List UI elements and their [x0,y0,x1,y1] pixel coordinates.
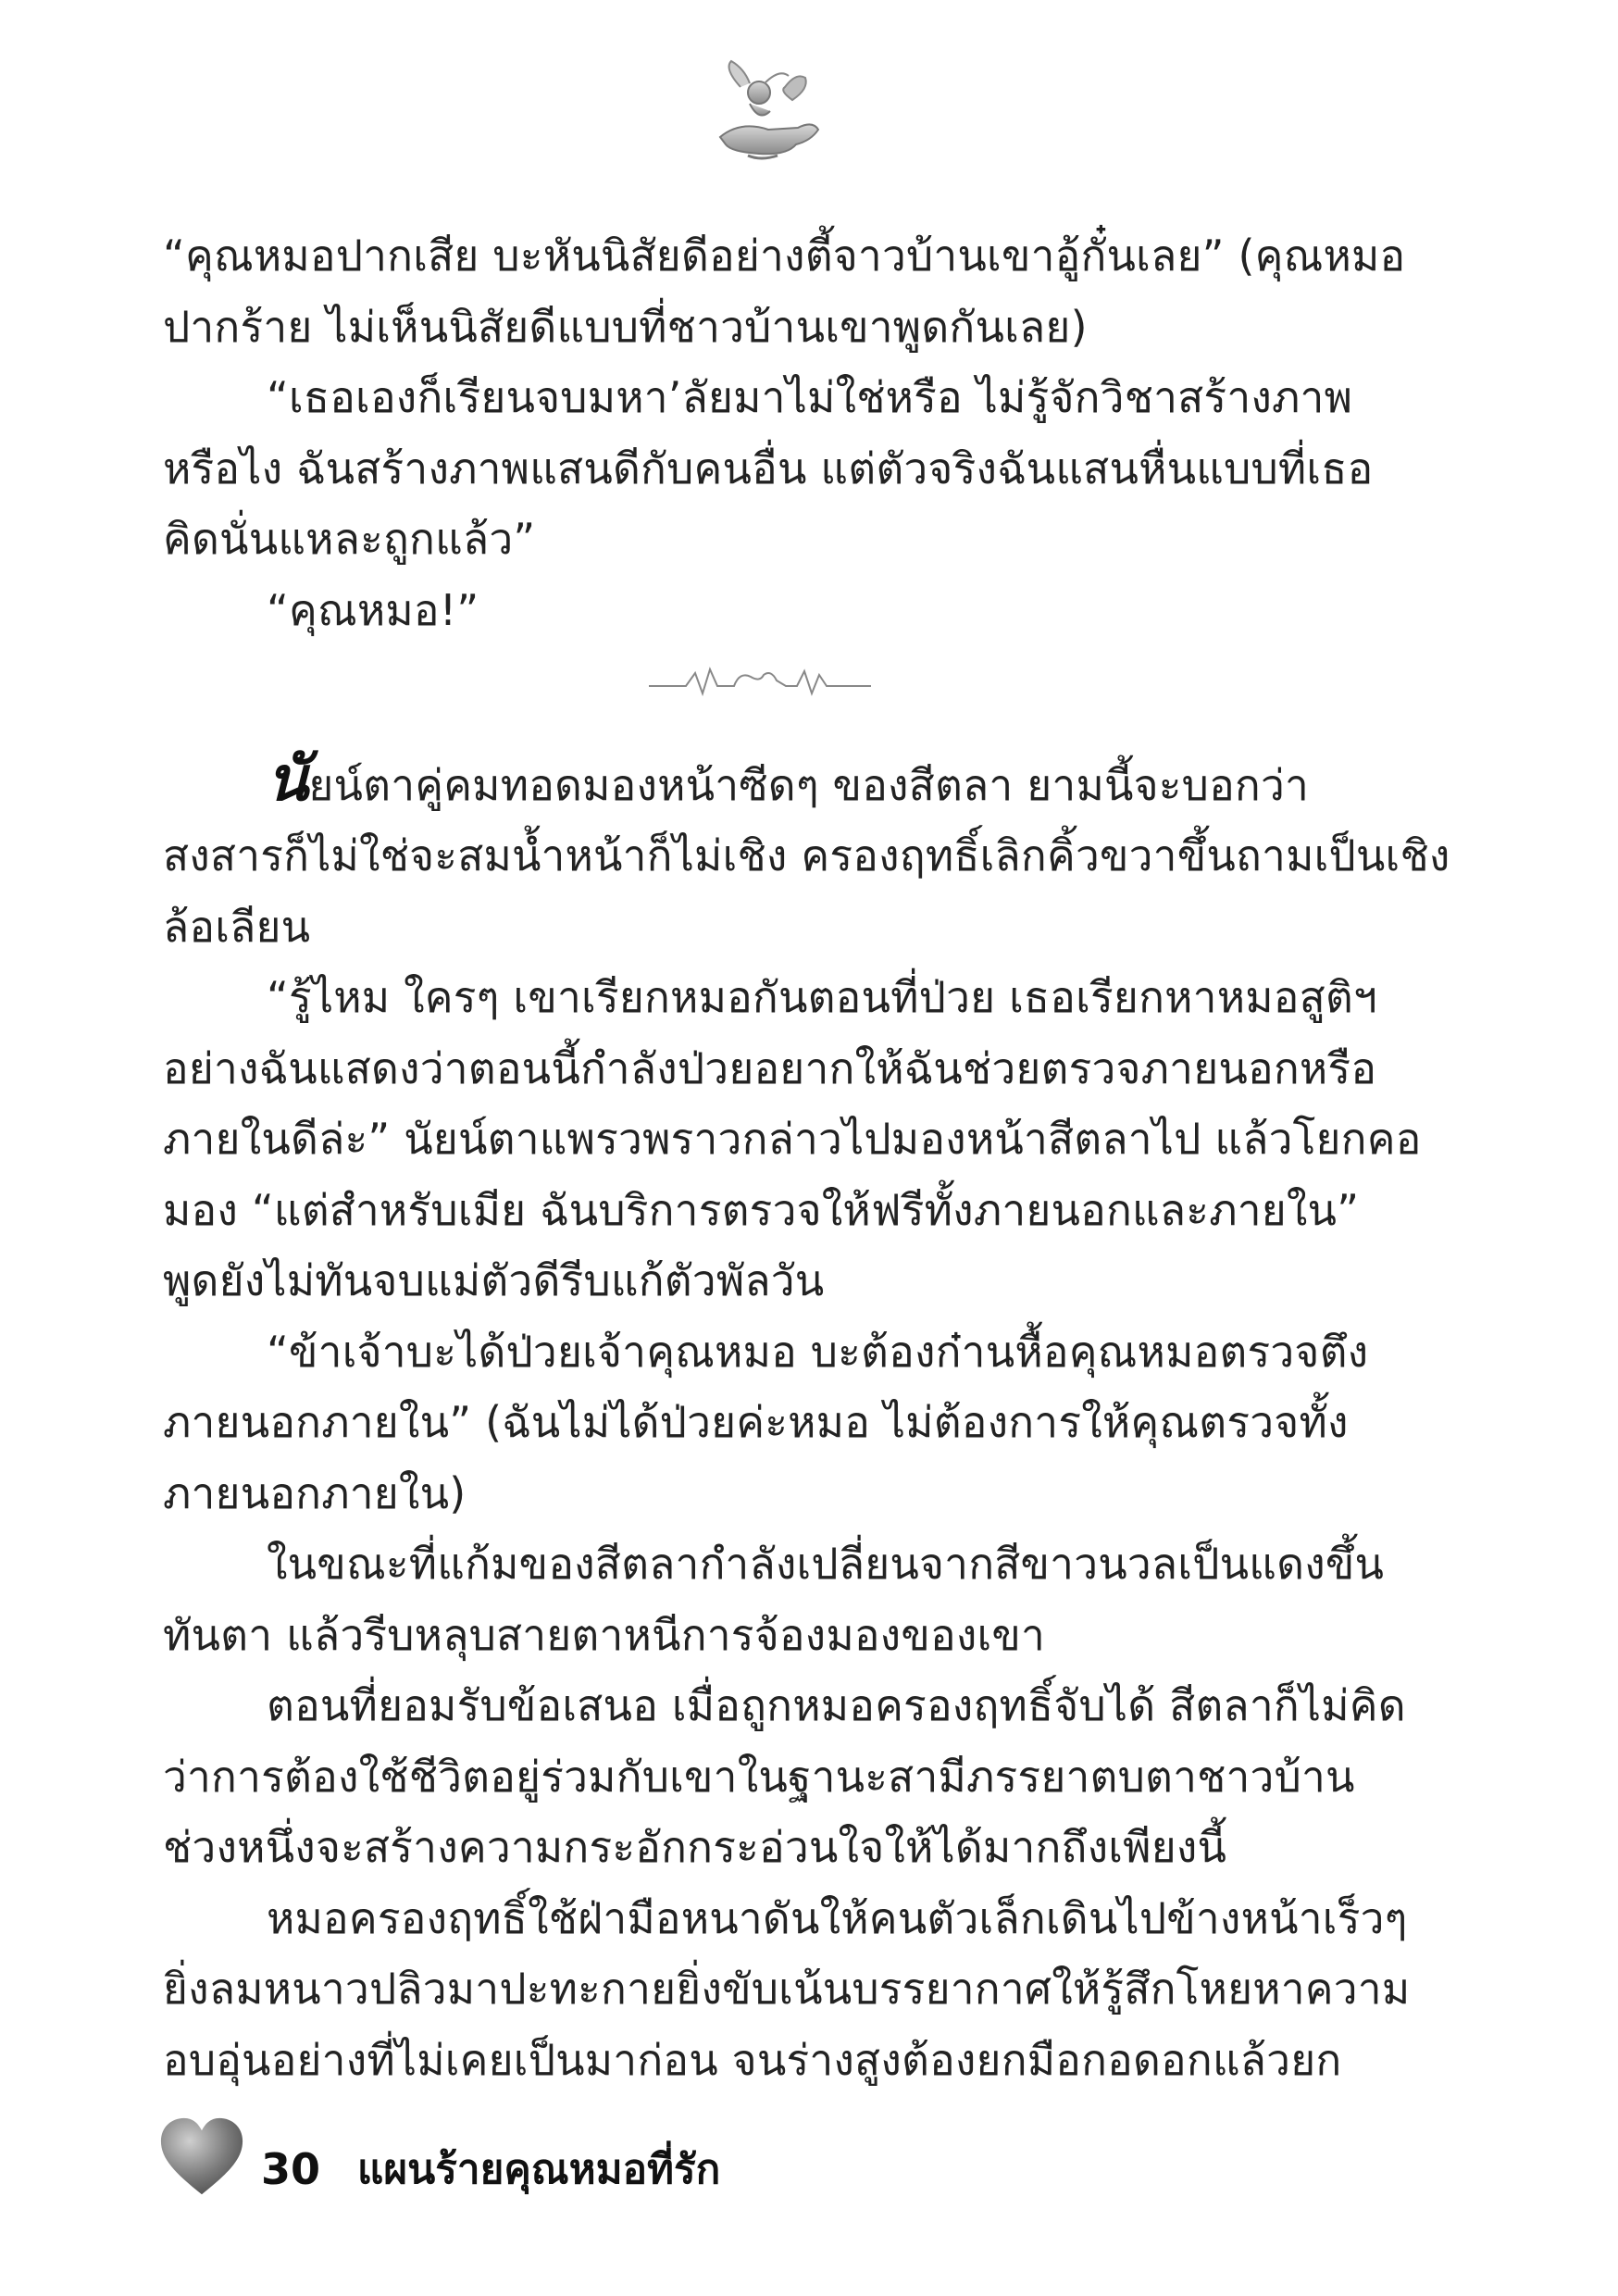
drop-cap: นั [267,742,309,815]
cupid-lamp-icon [703,56,824,167]
text-line: ในขณะที่แก้มของสีตลากำลังเปลี่ยนจากสีขาวนวลเป็นแดงขึ้น [267,1539,1385,1589]
text-line: ตอนที่ยอมรับข้อเสนอ เมื่อถูกหมอครองฤทธิ์จับได้ สีตลาก็ไม่คิด [267,1680,1406,1730]
text-line: มอง “แต่สำหรับเมีย ฉันบริการตรวจให้ฟรีทั้งภายนอกและภายใน” [163,1184,1360,1235]
text-line: อย่างฉันแสดงว่าตอนนี้กำลังป่วยอยากให้ฉันช่วยตรวจภายนอกหรือ [163,1042,1377,1093]
text-line: พูดยังไม่ทันจบแม่ตัวดีรีบแก้ตัวพัลวัน [163,1255,825,1305]
text-line: “ข้าเจ้าบะได้ป่วยเจ้าคุณหมอ บะต้องก๋านหื้อคุณหมอตรวจตึง [267,1326,1369,1377]
heart-icon [157,2115,246,2200]
paragraph [163,742,1450,963]
text-line: หมอครองฤทธิ์ใช้ฝ่ามือหนาดันให้คนตัวเล็กเดินไปข้างหน้าเร็วๆ [267,1892,1408,1943]
text-line: ยิ่งลมหนาวปลิวมาปะทะกายยิ่งขับเน้นบรรยากาศให้รู้สึกโหยหาความ [163,1964,1411,2014]
text-line: ช่วงหนึ่งจะสร้างความกระอักกระอ่วนใจให้ได้มากถึงเพียงนี้ [163,1822,1227,1872]
paragraph [163,1670,1406,1883]
paragraph [163,1883,1411,2096]
text-line: “คุณหมอ!” [267,584,479,635]
paragraph [163,1316,1369,1529]
text-line: “คุณหมอปากเสีย บะหันนิสัยดีอย่างตี้จาวบ้านเขาอู้กั๋นเลย” (คุณหมอ [163,231,1406,281]
text-line: ภายในดีล่ะ” นัยน์ตาแพรวพราวกล่าวไปมองหน้าสีตลาไป แล้วโยกคอ [163,1114,1422,1164]
paragraph [163,362,1374,575]
text-line: สงสารก็ไม่ใช่จะสมน้ำหน้าก็ไม่เชิง ครองฤทธิ์เลิกคิ้วขวาขึ้นถามเป็นเชิง [163,830,1450,880]
text-line: ว่าการต้องใช้ชีวิตอยู่ร่วมกับเขาในฐานะสามีภรรยาตบตาชาวบ้าน [163,1751,1355,1802]
page-footer [157,2102,720,2213]
text-line: ปากร้าย ไม่เห็นนิสัยดีแบบที่ชาวบ้านเขาพูดกันเลย) [163,301,1088,352]
text-line: “รู้ไหม ใครๆ เขาเรียกหมอกันตอนที่ป่วย เธอเรียกหาหมอสูติฯ [267,972,1377,1022]
text-line: ภายนอกภายใน) [163,1467,467,1518]
text-line: คิดนั่นแหละถูกแล้ว” [163,514,536,564]
page-number: 30 [261,2144,321,2194]
text-line: ทันตา แล้วรีบหลุบสายตาหนีการจ้องมองของเขา [163,1609,1046,1660]
text-line: ภายนอกภายใน” (ฉันไม่ได้ป่วยค่ะหมอ ไม่ต้องการให้คุณตรวจทั้ง [163,1397,1349,1447]
text-line: หรือไง ฉันสร้างภาพแสนดีกับคนอื่น แต่ตัวจริงฉันแสนหื่นแบบที่เธอ [163,443,1374,493]
paragraph [163,962,1422,1316]
text-line-rest: ยน์ตาคู่คมทอดมองหน้าซีดๆ ของสีตลา ยามนี้จะบอกว่า [308,759,1310,810]
body-text [163,220,1450,2095]
paragraph [163,220,1406,362]
paragraph [163,575,1357,646]
paragraph [163,1529,1385,1670]
text-line: ล้อเลียน [163,901,311,952]
text-line [163,742,1357,821]
scene-divider [163,645,1357,717]
book-title: แผนร้ายคุณหมอที่รัก [357,2146,721,2193]
text-line: “เธอเองก็เรียนจบมหา’ลัยมาไม่ใช่หรือ ไม่รู้จักวิชาสร้างภาพ [267,372,1353,422]
text-line: อบอุ่นอย่างที่ไม่เคยเป็นมาก่อน จนร่างสูงต้องยกมือกอดอกแล้วยก [163,2034,1342,2085]
heartbeat-divider-icon [649,662,871,699]
